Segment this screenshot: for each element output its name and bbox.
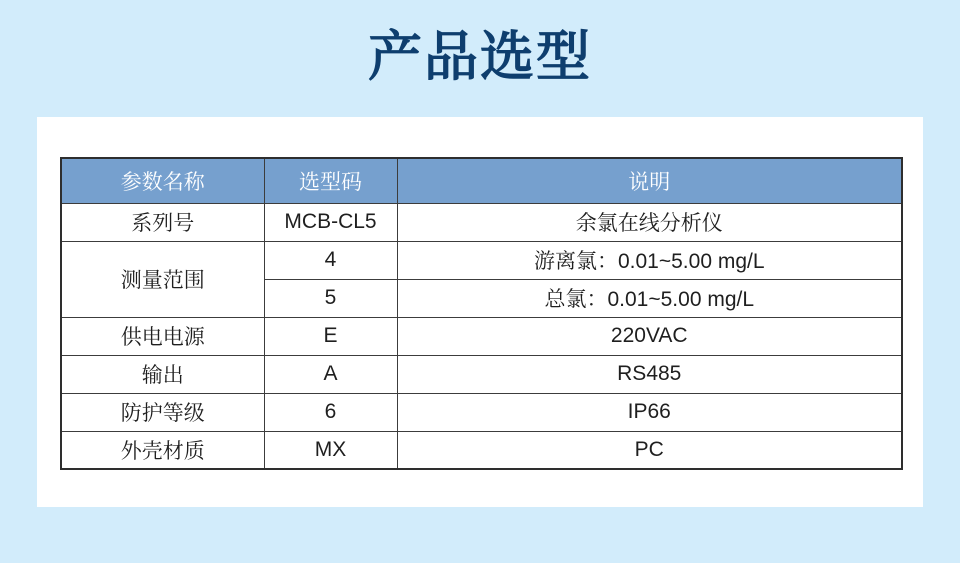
code-cell: MCB-CL5 <box>264 203 397 241</box>
param-cell: 系列号 <box>61 203 264 241</box>
code-cell: 5 <box>264 279 397 317</box>
product-selection-table <box>60 157 903 470</box>
desc-cell: 总氯：0.01~5.00 mg/L <box>397 279 902 317</box>
table-row-protection <box>61 393 902 431</box>
col-header-selection-code: 选型码 <box>264 158 397 203</box>
col-header-parameter-name: 参数名称 <box>61 158 264 203</box>
table-header-row <box>61 158 902 203</box>
page-title: 产品选型 <box>368 27 592 87</box>
desc-cell: 游离氯：0.01~5.00 mg/L <box>397 241 902 279</box>
desc-cell: 余氯在线分析仪 <box>397 203 902 241</box>
param-cell: 输出 <box>61 355 264 393</box>
table-row-power <box>61 317 902 355</box>
param-cell-merged: 测量范围 <box>61 241 264 317</box>
desc-cell: IP66 <box>397 393 902 431</box>
table-row-output <box>61 355 902 393</box>
code-cell: A <box>264 355 397 393</box>
desc-cell: 220VAC <box>397 317 902 355</box>
desc-cell: RS485 <box>397 355 902 393</box>
table-row-range-free-chlorine <box>61 241 902 279</box>
table-row-housing <box>61 431 902 469</box>
param-cell: 外壳材质 <box>61 431 264 469</box>
col-header-description: 说明 <box>397 158 902 203</box>
param-cell: 防护等级 <box>61 393 264 431</box>
param-cell: 供电电源 <box>61 317 264 355</box>
code-cell: E <box>264 317 397 355</box>
table-row-series <box>61 203 902 241</box>
code-cell: 6 <box>264 393 397 431</box>
desc-cell: PC <box>397 431 902 469</box>
code-cell: 4 <box>264 241 397 279</box>
content-card <box>37 117 923 507</box>
code-cell: MX <box>264 431 397 469</box>
